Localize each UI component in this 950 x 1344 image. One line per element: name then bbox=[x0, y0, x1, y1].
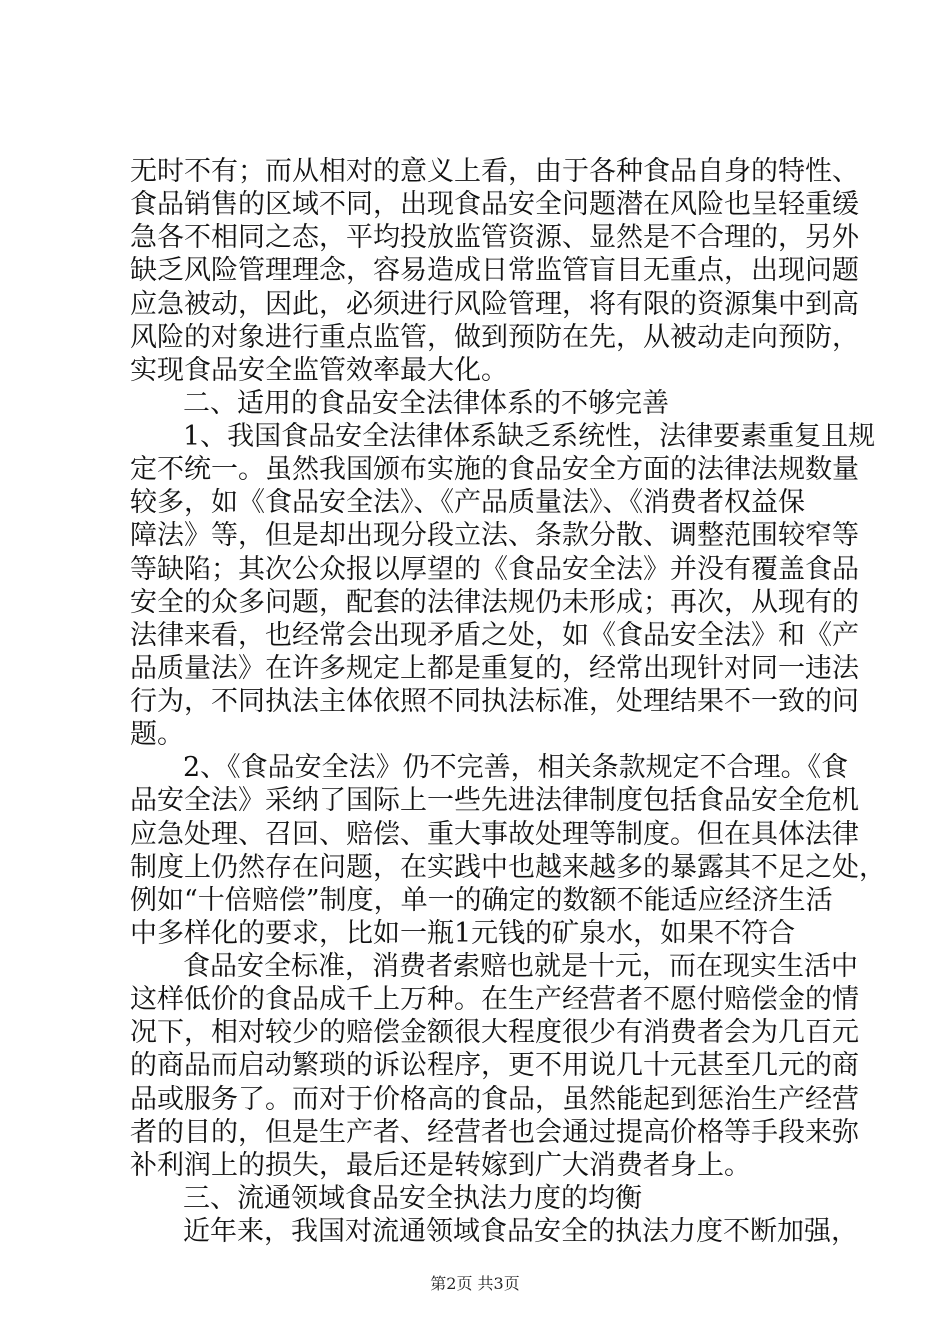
body-line: 品安全法》采纳了国际上一些先进法律制度包括食品安全危机 bbox=[130, 785, 859, 817]
body-line: 实现食品安全监管效率最大化。 bbox=[130, 354, 508, 386]
body-line: 应急处理、召回、赔偿、重大事故处理等制度。但在具体法律 bbox=[130, 818, 859, 850]
body-line: 品质量法》在许多规定上都是重复的，经常出现针对同一违法 bbox=[130, 652, 859, 684]
body-line: 品或服务了。而对于价格高的食品，虽然能起到惩治生产经营 bbox=[130, 1083, 859, 1115]
page-footer: 第2页 共3页 bbox=[430, 1274, 520, 1293]
body-line: 安全的众多问题，配套的法律法规仍未形成；再次，从现有的 bbox=[130, 586, 859, 618]
body-line: 况下，相对较少的赔偿金额很大程度很少有消费者会为几百元 bbox=[130, 1017, 859, 1049]
body-line: 2、《食品安全法》仍不完善，相关条款规定不合理。《食 bbox=[183, 752, 849, 784]
body-line: 的商品而启动繁琐的诉讼程序，更不用说几十元甚至几元的商 bbox=[130, 1050, 859, 1082]
body-line: 中多样化的要求，比如一瓶1元钱的矿泉水，如果不符合 bbox=[130, 917, 796, 949]
body-line: 食品安全标准，消费者索赔也就是十元，而在现实生活中 bbox=[183, 951, 858, 982]
body-line: 无时不有；而从相对的意义上看，由于各种食品自身的特性、 bbox=[130, 156, 859, 187]
body-line: 风险的对象进行重点监管，做到预防在先，从被动走向预防， bbox=[130, 321, 859, 353]
body-line: 1、我国食品安全法律体系缺乏系统性，法律要素重复且规 bbox=[183, 421, 876, 452]
body-line: 制度上仍然存在问题，在实践中也越来越多的暴露其不足之处， bbox=[130, 851, 886, 883]
section-heading: 二、适用的食品安全法律体系的不够完善 bbox=[183, 387, 669, 419]
body-line: 者的目的，但是生产者、经营者也会通过提高价格等手段来弥 bbox=[130, 1116, 859, 1148]
body-line: 急各不相同之态，平均投放监管资源、显然是不合理的，另外 bbox=[130, 222, 859, 254]
body-line: 较多，如《食品安全法》、《产品质量法》、《消费者权益保 bbox=[130, 487, 805, 519]
body-line: 障法》等，但是却出现分段立法、条款分散、调整范围较窄等 bbox=[130, 520, 859, 552]
body-line: 行为，不同执法主体依照不同执法标准，处理结果不一致的问 bbox=[130, 686, 859, 717]
body-line: 缺乏风险管理理念，容易造成日常监管盲目无重点，出现问题 bbox=[130, 255, 859, 287]
body-line: 法律来看，也经常会出现矛盾之处，如《食品安全法》和《产 bbox=[130, 619, 859, 651]
body-line: 例如“十倍赔偿”制度，单一的确定的数额不能适应经济生活 bbox=[130, 884, 833, 916]
body-line: 等缺陷；其次公众报以厚望的《食品安全法》并没有覆盖食品 bbox=[130, 553, 859, 585]
body-line: 这样低价的食品成千上万种。在生产经营者不愿付赔偿金的情 bbox=[130, 984, 859, 1016]
body-line: 应急被动，因此，必须进行风险管理，将有限的资源集中到高 bbox=[130, 288, 859, 320]
body-line: 题。 bbox=[130, 719, 184, 751]
body-line: 食品销售的区域不同，出现食品安全问题潜在风险也呈轻重缓 bbox=[130, 189, 859, 221]
section-heading: 三、流通领域食品安全执法力度的均衡 bbox=[183, 1182, 642, 1214]
body-line: 补利润上的损失，最后还是转嫁到广大消费者身上。 bbox=[130, 1149, 751, 1181]
body-line: 近年来，我国对流通领域食品安全的执法力度不断加强， bbox=[183, 1216, 858, 1247]
body-line: 定不统一。虽然我国颁布实施的食品安全方面的法律法规数量 bbox=[130, 454, 859, 486]
